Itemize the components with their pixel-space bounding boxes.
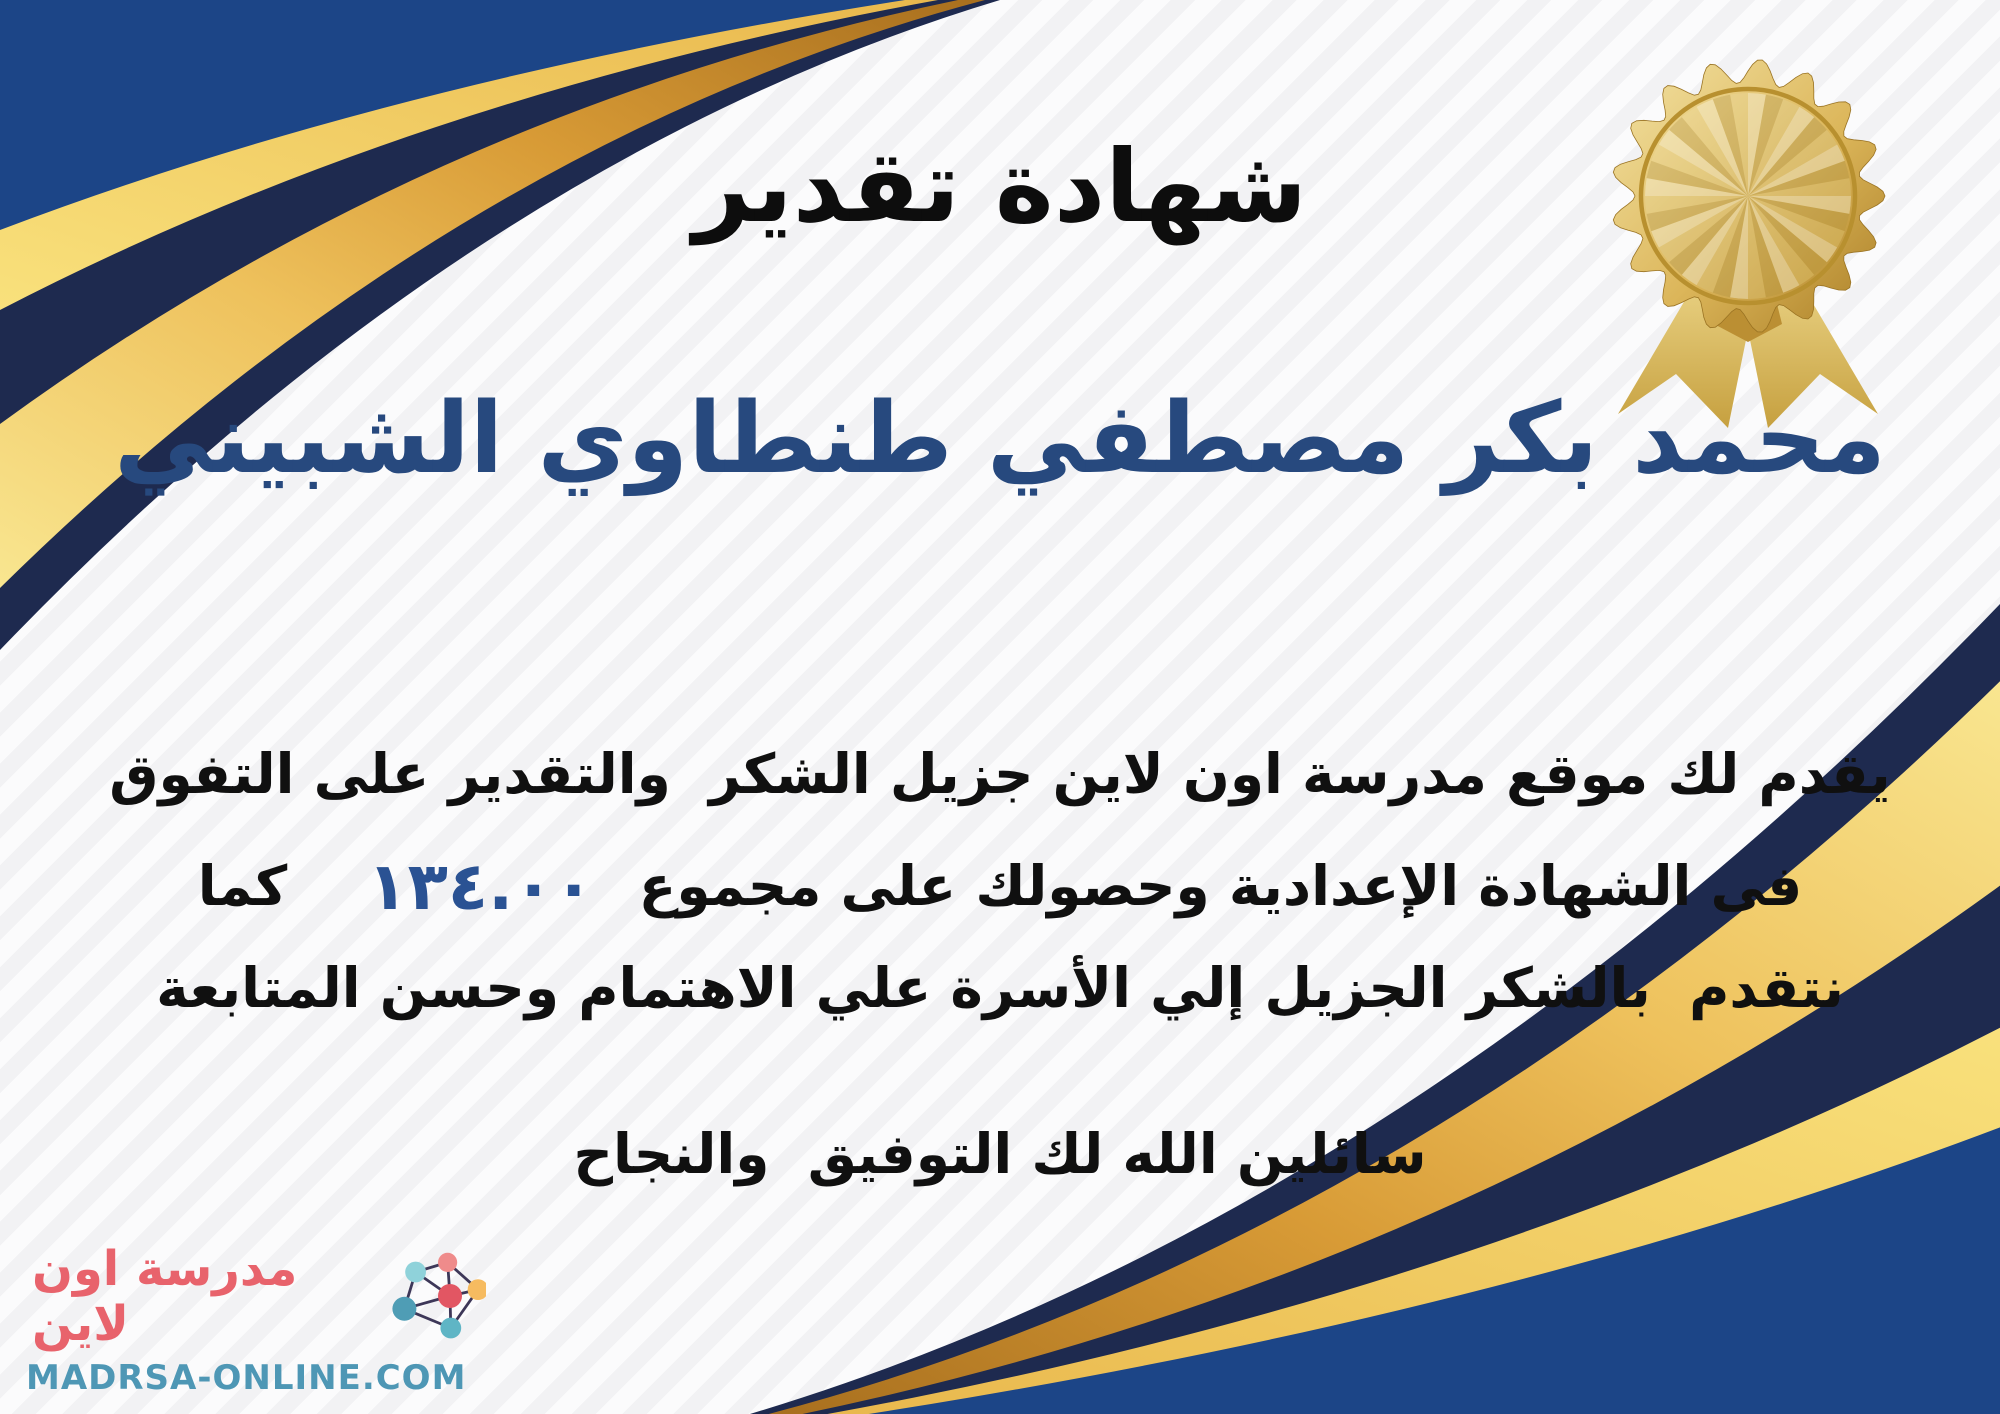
- body-line-2-tail: كما: [197, 854, 288, 918]
- site-domain: MADRSA-ONLINE.COM: [26, 1358, 467, 1398]
- closing-line: سائلين الله لك التوفيق والنجاح: [573, 1122, 1427, 1186]
- body-line-1: يقدم لك موقع مدرسة اون لاين جزيل الشكر والتقدير على التفوق: [109, 742, 1891, 806]
- certificate-title: شهادة تقدير: [692, 128, 1308, 245]
- network-graph-icon: [374, 1244, 486, 1356]
- body-line-2-text: فى الشهادة الإعدادية وحصولك على مجموع: [638, 854, 1803, 918]
- score-value: ١٣٤.٠٠: [367, 848, 594, 925]
- site-logo: [26, 1242, 486, 1398]
- corner-decoration-top-left: [0, 0, 1000, 650]
- site-name-arabic: مدرسة اون لاين: [32, 1240, 298, 1352]
- student-name: محمد بكر مصطفي طنطاوي الشبيني: [114, 382, 1886, 496]
- body-line-3: نتقدم بالشكر الجزيل إلي الأسرة علي الاهتمام وحسن المتابعة: [156, 956, 1844, 1020]
- body-line-2: [40, 848, 1960, 925]
